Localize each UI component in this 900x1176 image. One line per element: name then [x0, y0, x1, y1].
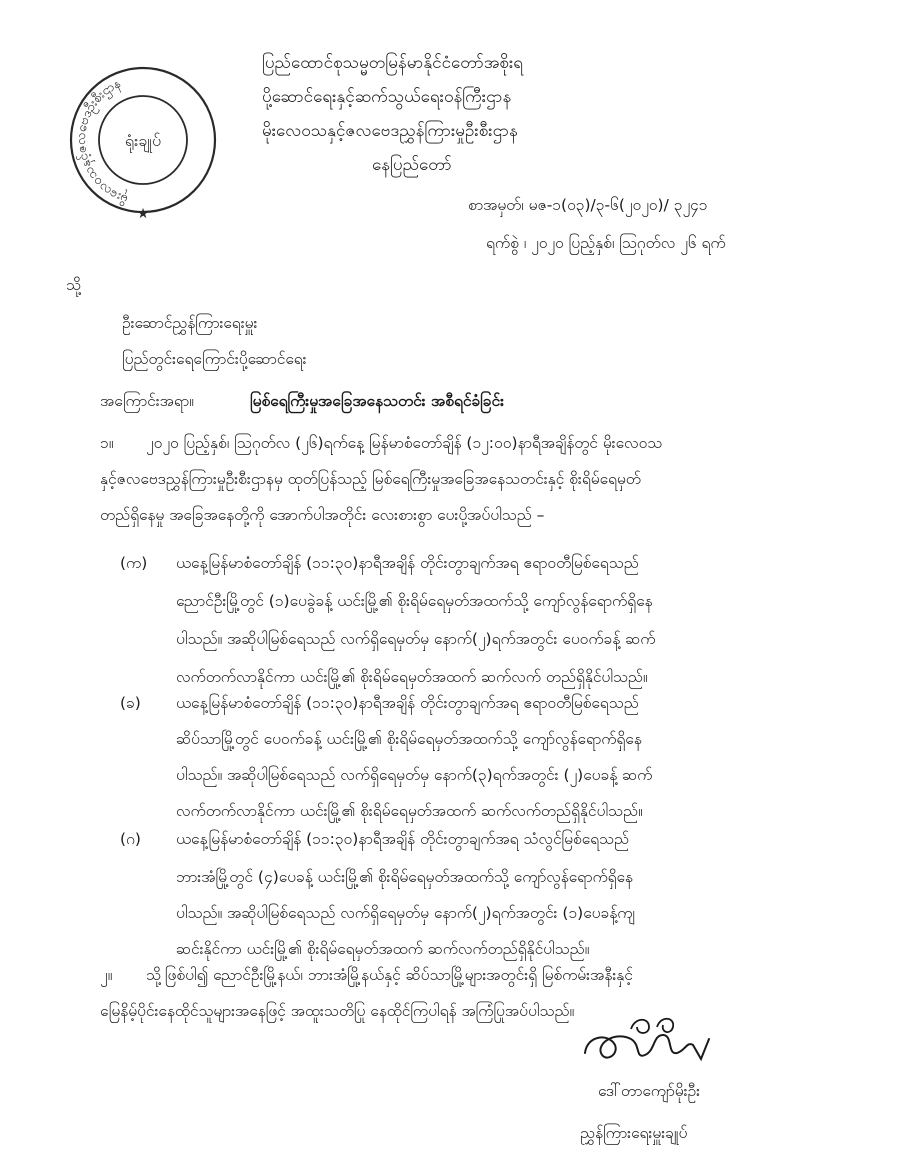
item-ga-line2: ဘားအံမြို့တွင် (၄)ပေခန့် ယင်းမြို့၏ စိုးရိမ်ရေမှတ်အထက်သို့ ကျော်လွန်ရောက်ရှိနေ — [176, 868, 633, 886]
item-ka-line2: ညောင်ဦးမြို့တွင် (၁)ပေခွဲခန့် ယင်းမြို့၏ စိုးရိမ်ရေမှတ်အထက်သို့ ကျော်လွန်ရောက်ရှိနေ — [176, 592, 653, 610]
item-kha-line1: ယနေ့မြန်မာစံတော်ချိန် (၁၁:၃၀)နာရီအချိန် တိုင်းတွာချက်အရ ဧရာဝတီမြစ်ရေသည် — [176, 694, 639, 712]
header-line-government: ပြည်ထောင်စုသမ္မတမြန်မာနိုင်ငံတော်အစိုးရ — [262, 53, 524, 73]
item-kha-line3: ပါသည်။ အဆိုပါမြစ်ရေသည် လက်ရှိရေမှတ်မှ နောက်(၃)ရက်အတွင်း (၂)ပေခန့် ဆက် — [176, 766, 653, 784]
para1-number: ၁။ — [100, 434, 114, 452]
item-kha-line4: လက်တက်လာနိုင်ကာ ယင်းမြို့၏ စိုးရိမ်ရေမှတ်အထက် ဆက်လက်တည်ရှိနိုင်ပါသည်။ — [176, 802, 643, 820]
item-kha-number: (ခ) — [120, 694, 141, 712]
para1-line2: နှင့်ဇလဗေဒညွှန်ကြားမှုဦးစီးဌာနမှ ထုတ်ပြန်သည့် မြစ်ရေကြီးမှုအခြေအနေသတင်းနှင့် စိုးရိမ်ရေမှတ် — [100, 470, 641, 488]
seal-ring-text: မိုးလေဝသနှင့်ဇလဗေဒဦးစီးဌာန — [73, 76, 130, 207]
para2-number: ၂။ — [100, 966, 113, 984]
header-line-ministry: ပို့ဆောင်ရေးနှင့်ဆက်သွယ်ရေးဝန်ကြီးဌာန — [262, 87, 512, 107]
signatory-title: ညွှန်ကြားရေးမှူးချုပ် — [580, 1124, 688, 1142]
reference-number: စာအမှတ်၊ မဇ-၁(၀၃)/၃-၆(၂၀၂၀)/ ၃၂၄၁ — [468, 196, 708, 214]
recipient-department: ပြည်တွင်းရေကြောင်းပို့ဆောင်ရေး — [122, 350, 307, 368]
header-line-city: နေပြည်တော် — [372, 155, 452, 175]
item-ka-line4: လက်တက်လာနိုင်ကာ ယင်းမြို့၏ စိုးရိမ်ရေမှတ်အထက် ဆက်လက် တည်ရှိနိုင်ပါသည်။ — [176, 668, 648, 686]
item-ka-line1: ယနေ့မြန်မာစံတော်ချိန် (၁၁:၃၀)နာရီအချိန် တိုင်းတွာချက်အရ ဧရာဝတီမြစ်ရေသည် — [176, 554, 639, 572]
recipient-title: ဦးဆောင်ညွှန်ကြားရေးမှူး — [122, 314, 258, 332]
subject-label: အကြောင်းအရာ။ — [100, 392, 194, 410]
para2-line2: မြေနိမ့်ပိုင်းနေထိုင်သူများအနေဖြင့် အထူးသတိပြု နေထိုင်ကြပါရန် အကြံပြုအပ်ပါသည်။ — [100, 1002, 575, 1020]
item-ga-number: (ဂ) — [120, 830, 141, 848]
item-ga-line1: ယနေ့မြန်မာစံတော်ချိန် (၁၁:၃၀)နာရီအချိန် တိုင်းတွာချက်အရ သံလွင်မြစ်ရေသည် — [176, 830, 630, 848]
item-ga-line3: ပါသည်။ အဆိုပါမြစ်ရေသည် လက်ရှိရေမှတ်မှ နောက်(၂)ရက်အတွင်း (၁)ပေခန့်ကျ — [176, 904, 635, 922]
handwritten-signature — [575, 1005, 735, 1075]
official-seal — [68, 48, 218, 233]
item-ga-line4: ဆင်းနိုင်ကာ ယင်းမြို့၏ စိုးရိမ်ရေမှတ်အထက် ဆက်လက်တည်ရှိနိုင်ပါသည်။ — [176, 940, 590, 958]
para1-line3: တည်ရှိနေမှု အခြေအနေတို့ကို အောက်ပါအတိုင်း လေးစားစွာ ပေးပို့အပ်ပါသည် – — [100, 506, 545, 524]
header-line-department: မိုးလေဝသနှင့်ဇလဗေဒညွှန်ကြားမှုဦးစီးဌာန — [262, 121, 518, 141]
to-label: သို့ — [66, 276, 81, 294]
letter-date: ရက်စွဲ ၊ ၂၀၂၀ ပြည့်နှစ်၊ ဩဂုတ်လ ၂၆ ရက် — [486, 234, 726, 252]
item-kha-line2: ဆိပ်သာမြို့တွင် ပေ၀က်ခန့် ယင်းမြို့၏ စိုးရိမ်ရေမှတ်အထက်သို့ ကျော်လွန်ရောက်ရှိနေ — [176, 730, 642, 748]
subject-text: မြစ်ရေကြီးမှုအခြေအနေသတင်း အစီရင်ခံခြင်း — [250, 392, 505, 410]
item-ka-line3: ပါသည်။ အဆိုပါမြစ်ရေသည် လက်ရှိရေမှတ်မှ နောက်(၂)ရက်အတွင်း ပေ၀က်ခန့် ဆက် — [176, 630, 656, 648]
signatory-name: ဒေါ်တာကျော်မိုးဦး — [598, 1082, 701, 1100]
para1-line1: ၂၀၂၀ ပြည့်နှစ်၊ ဩဂုတ်လ (၂၆)ရက်နေ့ မြန်မာစံတော်ချိန် (၁၂:၀၀)နာရီအချိန်တွင် မိုးလေဝသ — [146, 434, 663, 452]
seal-center-text: ရုံးချုပ် — [124, 131, 162, 150]
para2-line1: သို့ဖြစ်ပါ၍ ညောင်ဦးမြို့နယ်၊ ဘားအံမြို့နယ်နှင့် ဆိပ်သာမြို့များအတွင်းရှိ မြစ်ကမ်းအနီးနှင့် — [146, 966, 633, 984]
seal-star-icon: ★ — [136, 206, 150, 222]
item-ka-number: (က) — [120, 554, 148, 572]
